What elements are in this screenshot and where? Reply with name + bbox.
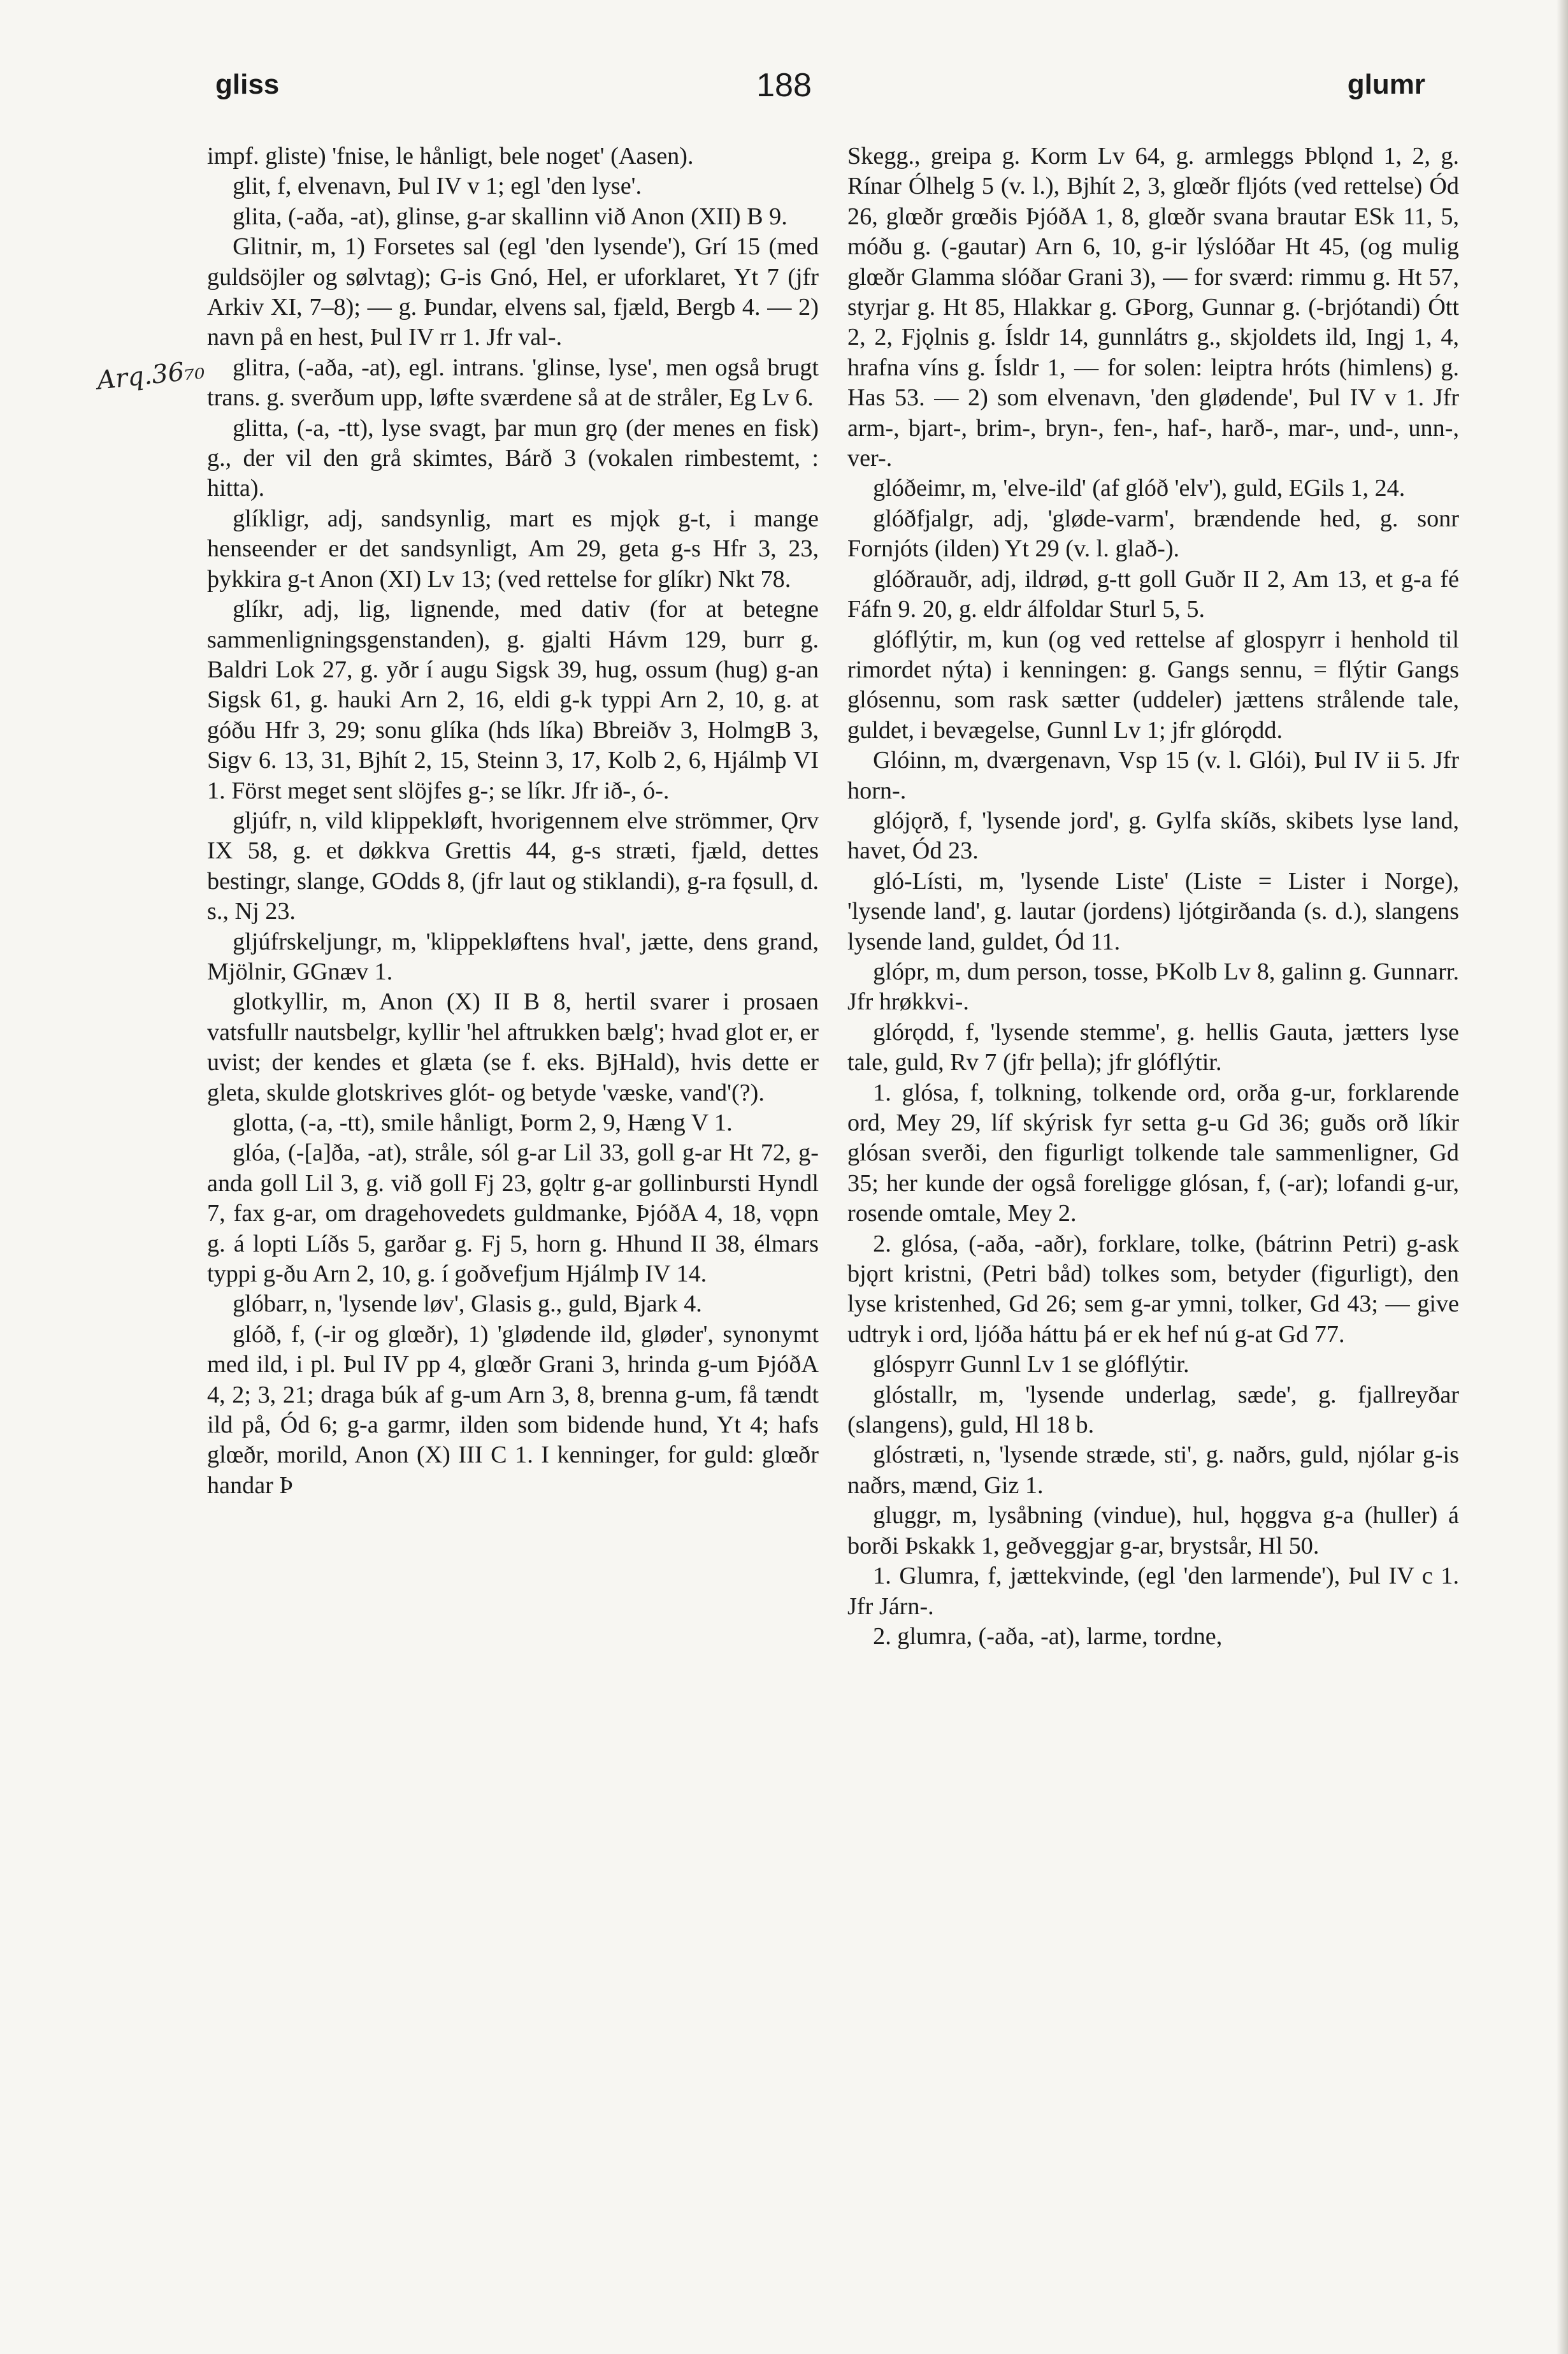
dictionary-entry [207,171,819,201]
entry-text: glitta, (-a, -tt), lyse svagt, þar mun grǫ (der menes en fisk) g., der vil den grå skimtes, Bárð 3 (vokalen rimbestemt, : hitta). [207,414,819,502]
dictionary-entry [847,746,1459,806]
entry-text: glotkyllir, m, Anon (X) II B 8, hertil svarer i prosaen vatsfullr nautsbelgr, kyllir 'hel aftrukken bælg'; hvad glot er, er uvist; der kendes et glæta (se f. eks. BjHald), hvis dette er gleta, skulde glotskrives glót- og betyde 'væske, vand'(?). [207,988,819,1106]
entry-text: gljúfrskeljungr, m, 'klippekløftens hval', jætte, dens grand, Mjölnir, GGnæv 1. [207,928,819,985]
entry-text: glíkr, adj, lig, lignende, med dativ (for at betegne sammenligningsgenstanden), g. gjalti Hávm 129, burr g. Baldri Lok 27, g. yðr í augu Sigsk 39, hug, ossum (hug) g-an Sigsk 61, g. hauki Arn 2, 16, eldi g-k typpi Arn 2, 10, g. at góðu Hfr 3, 29; sonu glíka (hds líka) Bbreiðv 3, HolmgB 3, Sigv 6. 13, 31, Bjhít 2, 15, Steinn 3, 17, Kolb 2, 6, Hjálmþ VI 1. Först meget sent slöjfes g-; se líkr. Jfr ið-, ó-. [207,596,819,804]
dictionary-entry [847,625,1459,746]
dictionary-entry [207,414,819,504]
entry-text: 1. glósa, f, tolkning, tolkende ord, orða g-ur, forklarende ord, Mey 29, líf skýrisk fyr setta g-u Gd 36; guðs orð líkir glósan sverði, den figurligt tolkende tale sammenligner, Gd 35; her kunde der også foreligge glósan, f, (-ar); lofandi g-ur, rosende omtale, Mey 2. [847,1079,1459,1227]
entry-text: 2. glósa, (-aða, -aðr), forklare, tolke, (bátrinn Petri) g-ask bjǫrt kristni, (Petri båd) tolkes som, betyder (figurligt), den lyse kristenhed, Gd 26; sem g-ar ymni, tolker, Gd 43; — give udtryk i ord, ljóða háttu þá er ek hef nú g-at Gd 77. [847,1230,1459,1348]
running-head-right: glumr [1347,69,1425,100]
dictionary-entry [847,504,1459,565]
dictionary-entry [207,1289,819,1319]
entry-text: glópr, m, dum person, tosse, ÞKolb Lv 8, galinn g. Gunnarr. Jfr hrøkkvi-. [847,958,1459,1016]
entry-text: Glóinn, m, dværgenavn, Vsp 15 (v. l. Glói), Þul IV ii 5. Jfr horn-. [847,747,1459,804]
dictionary-entry [847,565,1459,625]
entry-text: glóspyrr Gunnl Lv 1 se glóflýtir. [873,1351,1190,1378]
entry-text: glójǫrð, f, 'lysende jord', g. Gylfa skíðs, skibets lyse land, havet, Ód 23. [847,807,1459,865]
entry-text: glóa, (-[a]ða, -at), stråle, sól g-ar Lil 33, goll g-ar Ht 72, g-anda goll Lil 3, g. við goll Fj 23, gǫltr g-ar gollinbursti Hyndl 7, fax g-ar, om dragehovedets guldmanke, ÞjóðA 4, 18, vǫpn g. á lopti Líðs 5, garðar g. Fj 5, horn g. Hhund II 38, élmars typpi g-ðu Arn 2, 10, g. í goðvefjum Hjálmþ IV 14. [207,1139,819,1288]
dictionary-entry [847,1501,1459,1561]
dictionary-entry [847,1018,1459,1078]
entry-text: glóð, f, (-ir og glœðr), 1) 'glødende ild, gløder', synonymt med ild, i pl. Þul IV pp 4, glœðr Grani 3, hrinda g-um ÞjóðA 4, 2; 3, 21; draga búk af g-um Arn 3, 8, brenna g-um, få tændt ild på, Ód 6; g-a garmr, ilden som bidende hund, Yt 4; hafs glœðr, morild, Anon (X) III C 1. I kenninger, for guld: glœðr handar Þ [207,1320,819,1499]
dictionary-entry [847,1622,1459,1652]
entry-text: glóðrauðr, adj, ildrød, g-tt goll Guðr II 2, Am 13, et g-a fé Fáfn 9. 20, g. eldr álfoldar Sturl 5, 5. [847,565,1459,623]
dictionary-entry [847,1078,1459,1229]
page-edge-shadow [1557,0,1568,2354]
entry-text: 2. glumra, (-aða, -at), larme, tordne, [873,1622,1223,1650]
entry-text: impf. gliste) 'fnise, le hånligt, bele noget' (Aasen). [207,143,694,170]
entry-text: glóstallr, m, 'lysende underlag, sæde', g. fjallreyðar (slangens), guld, Hl 18 b. [847,1381,1459,1439]
entry-text: glitra, (-aða, -at), egl. intrans. 'glinse, lyse', men også brugt trans. g. sverðum upp, løfte sværdene så at de stråler, Eg Lv 6. [207,354,819,412]
dictionary-entry [847,957,1459,1018]
dictionary-entry [207,202,819,232]
dictionary-entry [847,141,1459,473]
left-column [207,141,819,1501]
dictionary-entry [207,806,819,927]
entry-text: glíkligr, adj, sandsynlig, mart es mjǫk g-t, i mange henseender er det sandsynligt, Am 29, geta g-s Hfr 3, 23, þykkira g-t Anon (XI) Lv 13; (ved rettelse for glíkr) Nkt 78. [207,505,819,593]
handwritten-margin-note: Arq.36₇₀ [96,355,206,396]
dictionary-entry [207,927,819,988]
entry-text: Skegg., greipa g. Korm Lv 64, g. armleggs Þblǫnd 1, 2, g. Rínar Ólhelg 5 (v. l.), Bjhít 2, 3, glœðr fljóts (ved rettelse) Ód 26, glœðr grœðis ÞjóðA 1, 8, glœðr svana brautar ESk 11, 5, móðu g. (-gautar) Arn 6, 10, g-ir lýslóðar Ht 45, (og mulig glœðr Glamma slóðar Grani 3), — for sværd: rimmu g. Ht 57, styrjar g. Ht 85, Hlakkar g. GÞorg, Gunnar g. (-brjótandi) Ótt 2, 2, Fjǫlnis g. Ísldr 14, gunnlátrs g., skjoldets ild, Ingj 1, 4, hrafna víns g. Ísldr 1, — for solen: leiptra hróts (himlens) g. Has 53. — 2) som elvenavn, 'den glødende', Þul IV v 1. Jfr arm-, bjart-, brim-, bryn-, fen-, haf-, harð-, mar-, und-, unn-, ver-. [847,143,1459,472]
entry-text: glóðeimr, m, 'elve-ild' (af glóð 'elv'), guld, EGils 1, 24. [873,475,1406,502]
entry-text: gljúfr, n, vild klippekløft, hvorigennem elve strömmer, Ǫrv IX 58, g. et døkkva Grettis 44, g-s stræti, fjæld, dettes bestingr, slange, GOdds 8, (jfr laut og stiklandi), g-ra fǫsull, d. s., Nj 23. [207,807,819,925]
page-number: 188 [756,67,812,104]
entry-text: glita, (-aða, -at), glinse, g-ar skallinn við Anon (XII) B 9. [233,203,788,230]
dictionary-entry [847,867,1459,957]
dictionary-entry [207,1138,819,1289]
dictionary-entry [207,232,819,353]
dictionary-entry [847,1440,1459,1501]
entry-text: glotta, (-a, -tt), smile hånligt, Þorm 2, 9, Hæng V 1. [233,1109,733,1136]
dictionary-entry [847,473,1459,503]
entry-text: glit, f, elvenavn, Þul IV v 1; egl 'den lyse'. [233,173,642,200]
entry-text: glóstræti, n, 'lysende stræde, sti', g. naðrs, guld, njólar g-is naðrs, mænd, Giz 1. [847,1441,1459,1499]
entry-text: gluggr, m, lysåbning (vindue), hul, hǫggva g-a (huller) á borði Þskakk 1, geðveggjar g-ar, brystsår, Hl 50. [847,1502,1459,1559]
entry-text: gló-Lísti, m, 'lysende Liste' (Liste = Lister i Norge), 'lysende land', g. lautar (jordens) ljótgirðanda (s. d.), slangens lysende land, guldet, Ód 11. [847,867,1459,955]
entry-text: Glitnir, m, 1) Forsetes sal (egl 'den lysende'), Grí 15 (med guldsöjler og sølvtag); G-is Gnó, Hel, er uforklaret, Yt 7 (jfr Arkiv XI, 7–8); — g. Þundar, elvens sal, fjæld, Bergb 4. — 2) navn på en hest, Þul IV rr 1. Jfr val-. [207,233,819,351]
dictionary-entry [847,806,1459,867]
dictionary-entry [207,353,819,414]
dictionary-entry [847,1350,1459,1380]
dictionary-entry [207,1108,819,1138]
entry-text: glóflýtir, m, kun (og ved rettelse af glospyrr i henhold til rimordet nýta) i kenningen: g. Gangs sennu, = flýtir Gangs glósennu, som rask sætter (uddeler) jættens strålende tale, guldet, i bevægelse, Gunnl Lv 1; jfr glórǫdd. [847,626,1459,744]
dictionary-entry [207,1320,819,1501]
dictionary-entry [847,1561,1459,1622]
right-column [847,141,1459,1652]
dictionary-entry [847,1229,1459,1350]
running-head-left: gliss [215,69,280,100]
entry-text: 1. Glumra, f, jættekvinde, (egl 'den larmende'), Þul IV c 1. Jfr Járn-. [847,1563,1459,1620]
dictionary-entry [207,141,819,171]
dictionary-entry [207,595,819,806]
dictionary-entry [207,504,819,595]
entry-text: glórǫdd, f, 'lysende stemme', g. hellis Gauta, jætters lyse tale, guld, Rv 7 (jfr þella); jfr glóflýtir. [847,1018,1459,1076]
entry-text: glóðfjalgr, adj, 'gløde-varm', brændende hed, g. sonr Fornjóts (ilden) Yt 29 (v. l. glað-). [847,505,1459,563]
dictionary-entry [847,1380,1459,1441]
dictionary-entry [207,987,819,1108]
entry-text: glóbarr, n, 'lysende løv', Glasis g., guld, Bjark 4. [233,1290,702,1318]
